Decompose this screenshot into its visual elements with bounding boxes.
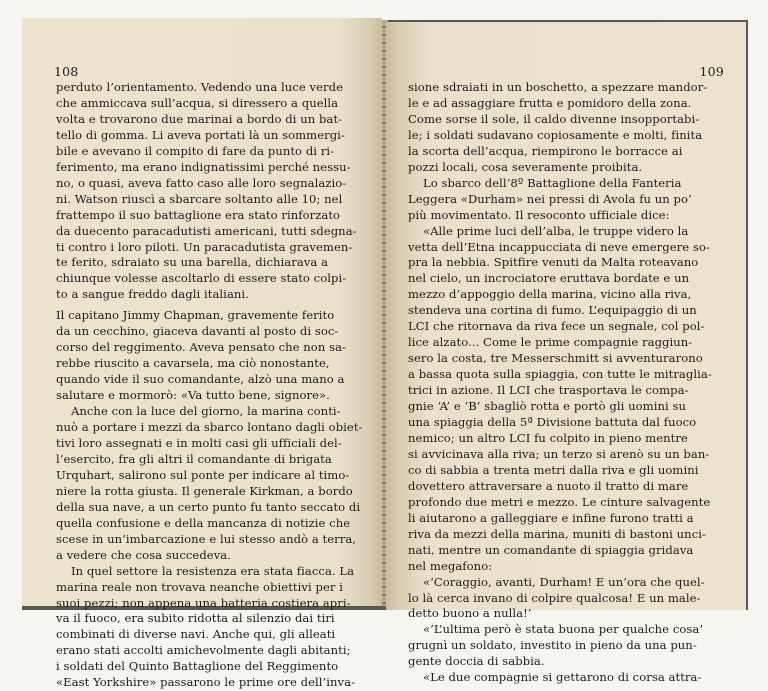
text-line: quando vide il suo comandante, alzò una mano a (56, 372, 345, 387)
text-line: «East Yorkshire» passarono le prime ore dell’inva- (56, 675, 356, 690)
text-line: suoi pezzi; non appena una batteria costiera apri- (56, 595, 351, 610)
text-line: le; i soldati sudavano copiosamente e molti, finita (408, 127, 703, 142)
text-line: pozzi locali, cosa severamente proibita. (408, 159, 643, 174)
text-line: LCI che ritornava da riva fece un segnale, col pol- (408, 319, 705, 334)
text-line: che ammiccava sull’acqua, si diressero a quella (56, 95, 339, 110)
text-line: Lo sbarco dell’8º Battaglione della Fanteria (408, 175, 682, 190)
text-line: scese in un’imbarcazione e lui stesso andò a terra, (56, 531, 357, 546)
text-line: Leggera «Durham» nei pressi di Avola fu un po’ (408, 191, 692, 206)
text-line: nel cielo, un incrociatore eruttava bordate e un (408, 271, 690, 286)
text-line: lice alzato... Come le prime compagnie raggiun- (408, 335, 693, 350)
text-line: ni. Watson riuscì a sbarcare soltanto alle 10; nel (56, 191, 343, 206)
text-line: tivi loro assegnati e in molti casi gli ufficiali del- (56, 435, 342, 450)
text-line: tello di gomma. Li aveva portati là un sommergi- (56, 127, 345, 142)
text-line: una spiaggia della 5ª Divisione battuta dal fuoco (408, 415, 697, 430)
text-line: marina reale non trovava neanche obiettivi per i (56, 579, 343, 594)
text-line: della sua nave, a un certo punto fu tanto seccato di (56, 499, 361, 514)
text-line: to a sangue freddo dagli italiani. (56, 287, 249, 302)
text-line: Il capitano Jimmy Chapman, gravemente ferito (56, 308, 335, 323)
text-line: combinati di diverse navi. Anche qui, gli alleati (56, 627, 336, 642)
left-page-text (56, 80, 374, 691)
text-line: la scorta dell’acqua, riempirono le borracce ai (408, 143, 683, 158)
text-line: profondo due metri e mezzo. Le cinture salvagente (408, 494, 711, 509)
text-line: mezzo d’appoggio della marina, vicino alla riva, (408, 287, 692, 302)
left-page (22, 18, 382, 690)
text-line: gente doccia di sabbia. (408, 654, 545, 669)
text-line: sero la costa, tre Messerschmitt si avventurarono (408, 351, 703, 366)
text-line: nemico; un altro LCI fu colpito in pieno mentre (408, 430, 688, 445)
text-line: «Le due compagnie si gettarono di corsa attra- (408, 670, 702, 685)
text-line: nati, mentre un comandante di spiaggia gridava (408, 542, 694, 557)
text-line: da un cecchino, giaceva davanti al posto di soc- (56, 324, 339, 339)
text-line: chiunque volesse ascoltarlo di essere stato colpi- (56, 271, 347, 286)
text-line: erano stati accolti amichevolmente dagli abitanti; (56, 643, 351, 658)
text-line: «‘Coraggio, avanti, Durham! E un’ora che quel- (408, 574, 705, 589)
text-line: stendeva una cortina di fumo. L’equipaggio di un (408, 303, 697, 318)
text-line: rebbe riuscito a cavarsela, ma ciò nonostante, (56, 356, 330, 371)
text-line: a bassa quota sulla spiaggia, con tutte le mitraglia- (408, 367, 712, 382)
text-line: li aiutarono a galleggiare e infine furono tratti a (408, 510, 694, 525)
text-line: detto buono a nulla!’ (408, 606, 532, 621)
text-line: te ferito, sdraiato su una barella, dichiarava a (56, 255, 329, 270)
text-line: più movimentato. Il resoconto ufficiale dice: (408, 207, 670, 222)
text-line: ti contro i loro piloti. Un paracadutista gravemen- (56, 239, 353, 254)
text-line: corso del reggimento. Aveva pensato che non sa- (56, 340, 347, 355)
text-line: ferimento, ma erano indignatissimi perché nessu- (56, 159, 351, 174)
text-line: volta e trovarono due marinai a bordo di un bat- (56, 111, 343, 126)
text-line: frattempo il suo battaglione era stato rinforzato (56, 207, 341, 222)
text-line: lo là cerca invano di colpire qualcosa! E un male- (408, 590, 701, 605)
text-line: a vedere che cosa succedeva. (56, 547, 232, 562)
right-page (386, 22, 746, 685)
text-line: Come sorse il sole, il caldo divenne insopportabi- (408, 111, 700, 126)
text-line: Urquhart, salirono sul ponte per indicare al timo- (56, 467, 350, 482)
text-line: «Alle prime luci dell’alba, le truppe videro la (408, 223, 689, 238)
right-page-number: 109 (699, 64, 724, 79)
text-line: «‘L’ultima però è stata buona per qualche cosa’ (408, 622, 704, 637)
text-line: In quel settore la resistenza era stata fiacca. La (56, 563, 355, 578)
text-line: sione sdraiati in un boschetto, a spezzare mandor- (408, 80, 708, 94)
right-page-text (408, 80, 728, 686)
text-line: gnie ‘A’ e ‘B’ sbagliò rotta e portò gli uomini su (408, 399, 686, 414)
text-line: si avvicinava alla riva; un terzo si arenò su un ban- (408, 446, 710, 461)
left-page-number: 108 (54, 64, 79, 79)
text-line: no, o quasi, aveva fatto caso alle loro segnalazio- (56, 175, 347, 190)
text-line: quella confusione e della mancanza di notizie che (56, 515, 351, 530)
text-line: pra la nebbia. Spitfire venuti da Malta roteavano (408, 255, 699, 270)
text-line: bile e avevano il compito di fare da punto di ri- (56, 143, 335, 158)
text-line: i soldati del Quinto Battaglione del Reggimento (56, 659, 339, 674)
text-line: grugnì un soldato, investito in pieno da una pun- (408, 638, 697, 653)
text-line: l’esercito, fra gli altri il comandante di brigata (56, 451, 332, 466)
text-line: trici in azione. Il LCI che trasportava le compa- (408, 383, 689, 398)
text-line: le e ad assaggiare frutta e pomidoro della zona. (408, 95, 692, 110)
text-line: salutare e mormorò: «Va tutto bene, signore». (56, 388, 330, 403)
text-line: perduto l’orientamento. Vedendo una luce verde (56, 80, 343, 94)
text-line: Anche con la luce del giorno, la marina conti- (56, 404, 341, 419)
text-line: vetta dell’Etna incappucciata di neve emergere so- (408, 239, 710, 254)
text-line: dovettero attraversare a nuoto il tratto di mare (408, 478, 689, 493)
text-line: da duecento paracadutisti americani, tutti sdegna- (56, 223, 357, 238)
text-line: nuò a portare i mezzi da sbarco lontano dagli obiet- (56, 420, 363, 435)
text-line: niere la rotta giusta. Il generale Kirkman, a bordo (56, 483, 353, 498)
text-line: nel megafono: (408, 558, 493, 573)
text-line: riva da mezzi della marina, muniti di bastoni unci- (408, 526, 706, 541)
text-line: va il fuoco, era subito ridotta al silenzio dai tiri (56, 611, 335, 626)
text-line: co di sabbia a trenta metri dalla riva e gli uomini (408, 462, 699, 477)
